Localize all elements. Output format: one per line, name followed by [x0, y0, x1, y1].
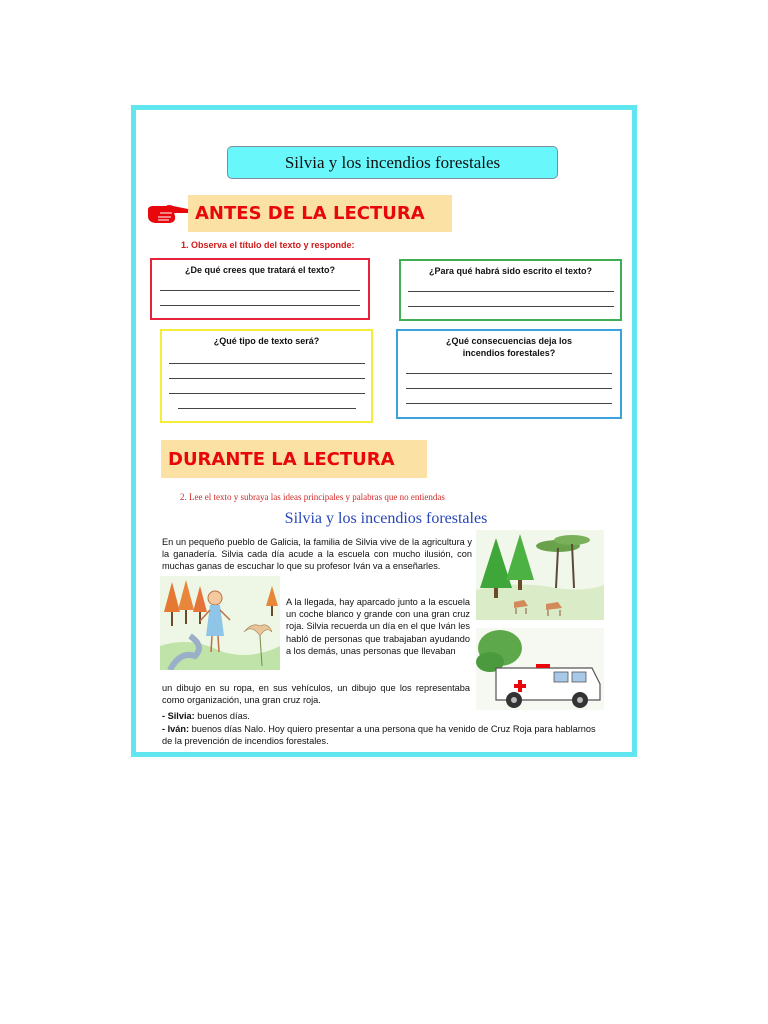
question-text: ¿Qué tipo de texto será?: [213, 336, 320, 346]
durante-heading: DURANTE LA LECTURA: [161, 440, 427, 478]
dialogue-line-ivan: [162, 723, 602, 747]
girl-trees-illustration: [160, 576, 280, 670]
dialogue-line-silvia: [162, 710, 602, 722]
pointing-hand-icon: [146, 202, 190, 226]
question-box-consecuencias: [396, 329, 622, 419]
answer-line[interactable]: [408, 292, 614, 307]
answer-line[interactable]: [169, 379, 365, 394]
ambulance-illustration: [476, 628, 604, 710]
speaker-name: - Silvia:: [162, 711, 195, 721]
dialogue-text: buenos días Nalo. Hoy quiero presentar a una persona que ha venido de Cruz Roja para hablarnos de la prevención de incendios forestales.: [162, 724, 596, 747]
question-box-tipo: [160, 329, 373, 423]
story-paragraph: En un pequeño pueblo de Galicia, la familia de Silvia vive de la agricultura y la ganadería. Silvia cada día acude a la escuela con mucho ilusión, con muchas ganas de escuchar lo que su profesor Iván va a enseñarles.: [162, 537, 472, 572]
antes-instruction: 1. Observa el título del texto y responde:: [181, 240, 355, 250]
durante-instruction: 2. Lee el texto y subraya las ideas principales y palabras que no entiendas: [180, 492, 445, 502]
question-text: ¿De qué crees que tratará el texto?: [184, 265, 336, 275]
story-paragraph: un dibujo en su ropa, en sus vehículos, un dibujo que los representaba como organización, una gran cruz roja.: [162, 683, 470, 706]
answer-line[interactable]: [406, 389, 612, 404]
page-title: Silvia y los incendios forestales: [227, 146, 558, 179]
antes-heading: ANTES DE LA LECTURA: [188, 195, 452, 232]
answer-line[interactable]: [169, 364, 365, 379]
question-text: ¿Para qué habrá sido escrito el texto?: [428, 266, 593, 276]
answer-line[interactable]: [406, 359, 612, 374]
answer-line[interactable]: [169, 349, 365, 364]
answer-line[interactable]: [178, 394, 356, 409]
answer-line[interactable]: [160, 291, 360, 306]
dialogue-text: buenos días.: [194, 711, 250, 721]
answer-line[interactable]: [406, 374, 612, 389]
answer-line[interactable]: [160, 276, 360, 291]
story-title: Silvia y los incendios forestales: [284, 510, 488, 527]
question-box-proposito: [399, 259, 622, 321]
speaker-name: - Iván:: [162, 724, 190, 734]
story-paragraph: A la llegada, hay aparcado junto a la escuela un coche blanco y grande con una gran cruz roja. Silvia recuerda un día en el que Iván les habló de personas que trabajaban ayudando a los demás, unas personas que llevaban: [286, 597, 470, 656]
answer-line[interactable]: [408, 277, 614, 292]
worksheet-page: [131, 105, 637, 757]
question-box-tema: [150, 258, 370, 320]
question-text: ¿Qué consecuencias deja los incendios forestales?: [445, 336, 573, 358]
forest-illustration: [476, 530, 604, 620]
